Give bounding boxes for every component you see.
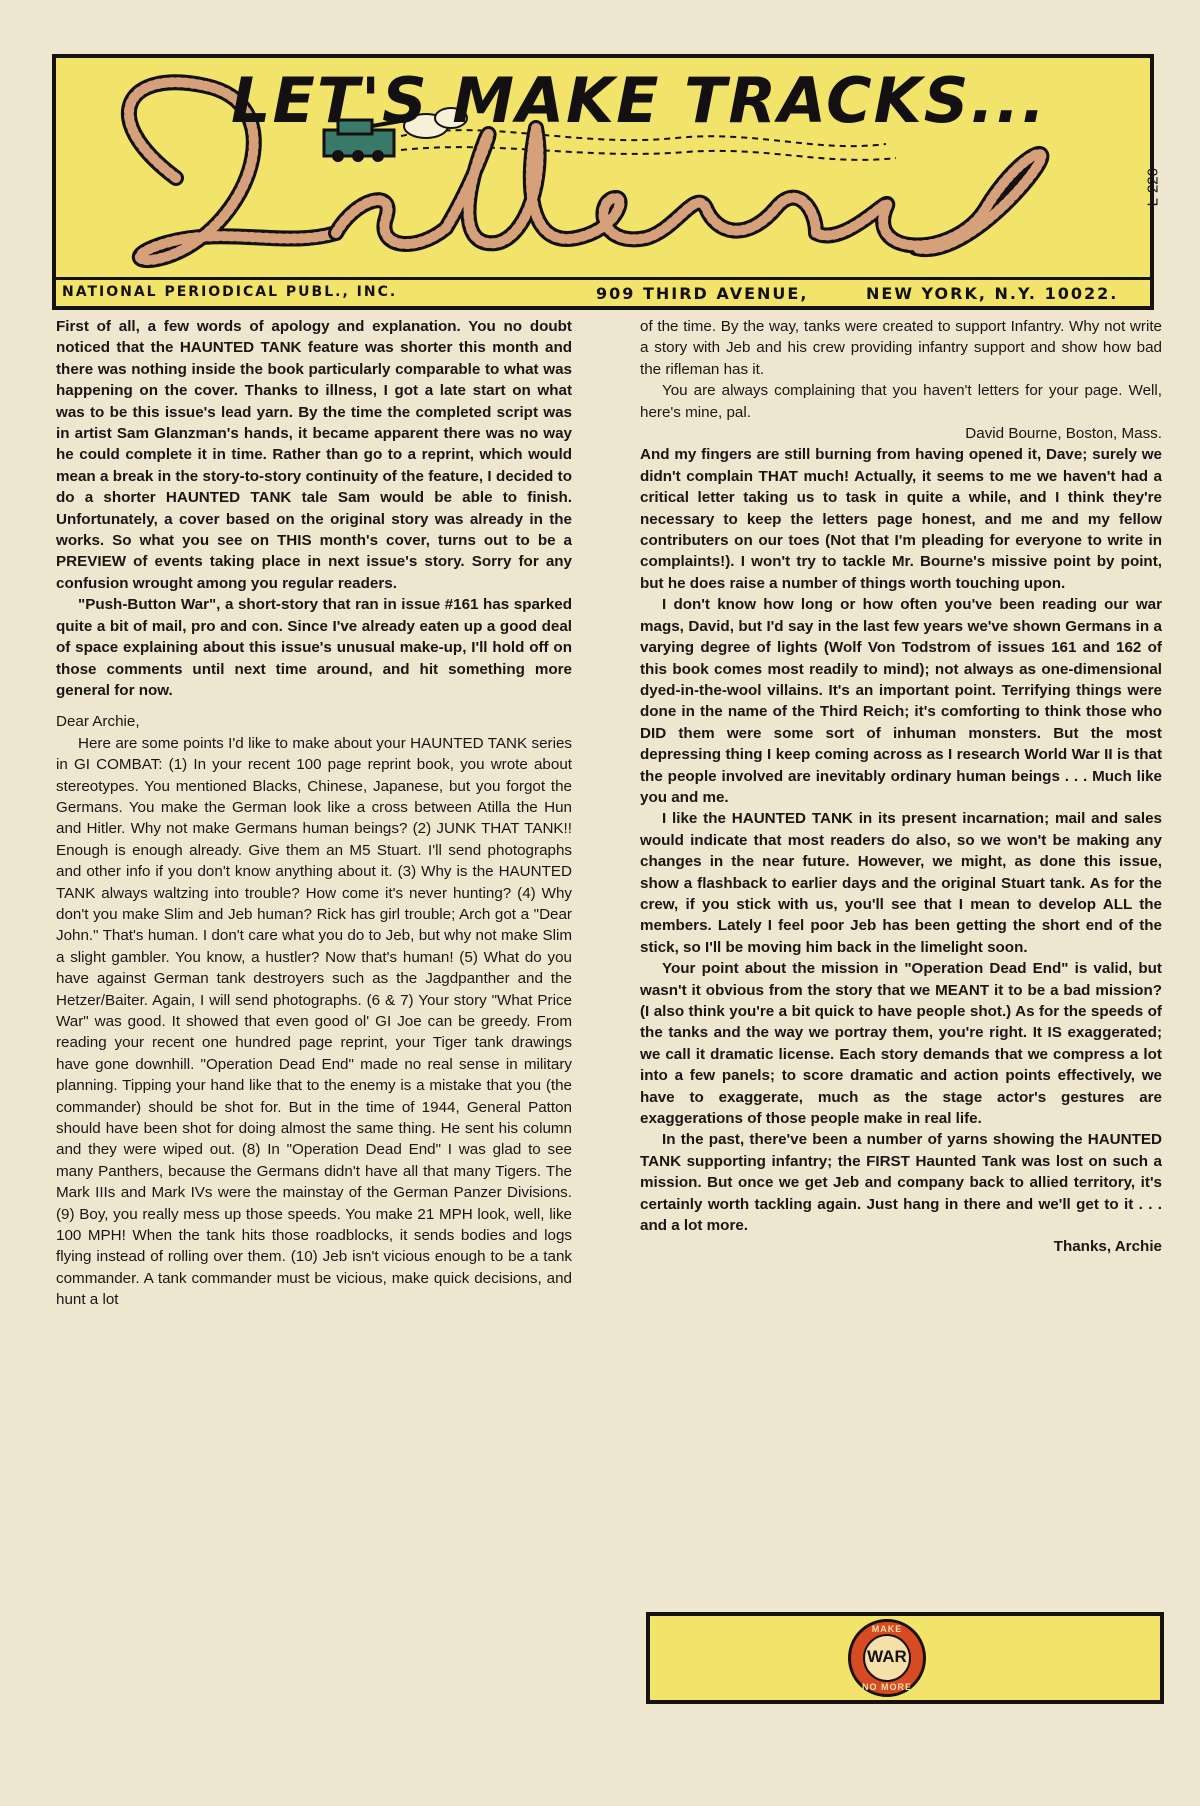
left-column [56,316,572,1311]
make-war-no-more-badge [848,1619,926,1697]
badge-bottom-text: NO MORE [861,1682,912,1692]
editor-reply-2: I don't know how long or how often you've been reading our war mags, David, but I'd say in the last few years we've shown Germans in a varying degree of lights (Wolf Von Todstrom of issues 161 and 162 of this book comes most readily to mind); not always as one-dimensional dyed-in-the-wool villains. It's an important point. Terrifying things were done in the name of the Third Reich; it's comforting to think those who DID them were some sort of inhuman monsters. But the most depressing thing I keep coming across as I research World War II is that the people involved are inevitably ordinary human beings . . . Much like you and me. [640,596,1162,806]
letters-title: LET'S MAKE TRACKS... [231,64,1047,137]
letter-signature: David Bourne, Boston, Mass. [965,425,1162,443]
reader-letter-continued: of the time. By the way, tanks were created to support Infantry. Why not write a story with Jeb and his crew providing infantry support and show how bad the rifleman has it. [640,318,1162,378]
editor-reply-3: I like the HAUNTED TANK in its present incarnation; mail and sales would indicate that most readers do also, so we won't be making any changes in the near future. However, we might, as done this issue, show a flashback to earlier days and the original Stuart tank. As for the crew, if you stick with us, you'll see that I mean to develop ALL the members. Lately I feel poor Jeb has been getting the short end of the stick, so I'll be moving him back in the limelight soon. [640,810,1162,956]
badge-center-text: WAR [867,1647,907,1666]
page-code: L-220 [1144,168,1161,207]
editor-reply-5: In the past, there've been a number of yarns showing the HAUNTED TANK supporting infantry; the FIRST Haunted Tank was lost on such a mission. But once we get Jeb and company back to allied territory, it's certainly worth tackling again. Just hang in there and we'll get to it . . . and a lot more. [640,1131,1162,1235]
editor-push-button-note: "Push-Button War", a short-story that ran in issue #161 has sparked quite a bit of mail, pro and con. Since I've already eaten up a good deal of space explaining about this issue's unusual make-up, I'll hold off on those comments until next time around, and hit something more general for now. [56,596,572,699]
editor-intro: First of all, a few words of apology and explanation. You no doubt noticed that the HAUNTED TANK feature was shorter this month and there was nothing inside the book particularly comparable to what was happening on the cover. Thanks to illness, I got a late start on what was to be this issue's lead yarn. By the time the completed script was in artist Sam Glanzman's hands, it became apparent there was no way he could complete it in time. Rather than go to a reprint, which would mean a break in the story-to-story continuity of the feature, I decided to do a shorter HAUNTED TANK tale Sam would be able to finish. Unfortunately, a cover based on the original story was already in the works. So what you see on THIS month's cover, turns out to be a PREVIEW of events taking place in next issue's story. Sorry for any confusion wrought among you regular readers. [56,318,572,592]
editor-closing: Thanks, Archie [1053,1238,1162,1256]
editor-reply-1: And my fingers are still burning from having opened it, Dave; surely we didn't complain THAT much! Actually, it seems to me we haven't had a critical letter taking us to task in quite a while, and I think they're necessary to keep the letters page honest, and me and my fellow contributers on our toes (Not that I'm pleading for everyone to write in complaints!). I won't try to tackle Mr. Bourne's missive point by point, but he does raise a number of things worth touching upon. [640,446,1162,592]
reader-letter-body: Here are some points I'd like to make about your HAUNTED TANK series in GI COMBAT: (1) In your recent 100 page reprint book, you wrote about stereotypes. You mentioned Blacks, Chinese, Japanese, but you forgot the Germans. You make the German look like a cross between Atilla the Hun and Hitler. Why not make Germans human beings? (2) JUNK THAT TANK!! Enough is enough already. Give them an M5 Stuart. I'll send photographs and other info if you don't know anything about it. (3) Why is the HAUNTED TANK always waltzing into trouble? How come it's never hunting? (4) Why don't you make Slim and Jeb human? Rick has girl trouble; Arch got a "Dear John." That's human. I don't care what you do to Jeb, but why not make Slim a slight gambler. You know, a hustler? Now that's human! (5) What do you have against German tank destroyers such as the Jagdpanther and the Hetzer/Baiter. Again, I will send photographs. (6 & 7) Your story "What Price War" was good. It showed that even good ol' GI Joe can be greedy. From reading your recent one hundred page reprint, your Tiger tank drawings have gone downhill. "Operation Dead End" made no real sense in military planning. Tipping your hand like that to the enemy is a mistake that you (the commander) should be shot for. But in the time of 1944, General Patton should have been shot for doing almost the same thing. He sent his column and they were wiped out. (8) In "Operation Dead End" I was glad to see many Panthers, because the Germans didn't have all that many Tigers. The Mark IIIs and Mark IVs were the mainstay of the German Panzer Divisions. (9) Boy, you really mess up those speeds. You make 21 MPH look, well, like 100 MPH! When the tank hits those roadblocks, it sends bodies and logs flying instead of rolling over them. (10) Jeb isn't vicious enough to be a tank commander. A tank commander must be vicious, make quick decisions, and hunt a lot [56,734,572,1309]
city-address: NEW YORK, N.Y. 10022. [866,284,1119,303]
right-column [640,316,1162,1258]
editor-reply-4: Your point about the mission in "Operation Dead End" is valid, but wasn't it obvious from the story that we MEANT it to be a bad mission? (I also think you're a bit quick to have people shot.) As for the speeds of the tanks and the way we portray them, you're right. It IS exaggerated; we call it dramatic license. Each story demands that we compress a lot into a few panels; to score dramatic and action points effectively, we have to exaggerate, much as the stage actor's gestures are exaggerations of those people make in real life. [640,960,1162,1128]
publisher-name: NATIONAL PERIODICAL PUBL., INC. [62,284,398,300]
badge-top-text: MAKE [871,1624,903,1634]
letter-salutation: Dear Archie, [56,713,140,731]
publisher-address-bar [56,277,1150,306]
reader-letter-end: You are always complaining that you haven't letters for your page. Well, here's mine, pal. [640,382,1162,421]
letters-header-panel [52,54,1161,310]
street-address: 909 THIRD AVENUE, [596,284,809,303]
make-war-no-more-panel [646,1612,1164,1704]
